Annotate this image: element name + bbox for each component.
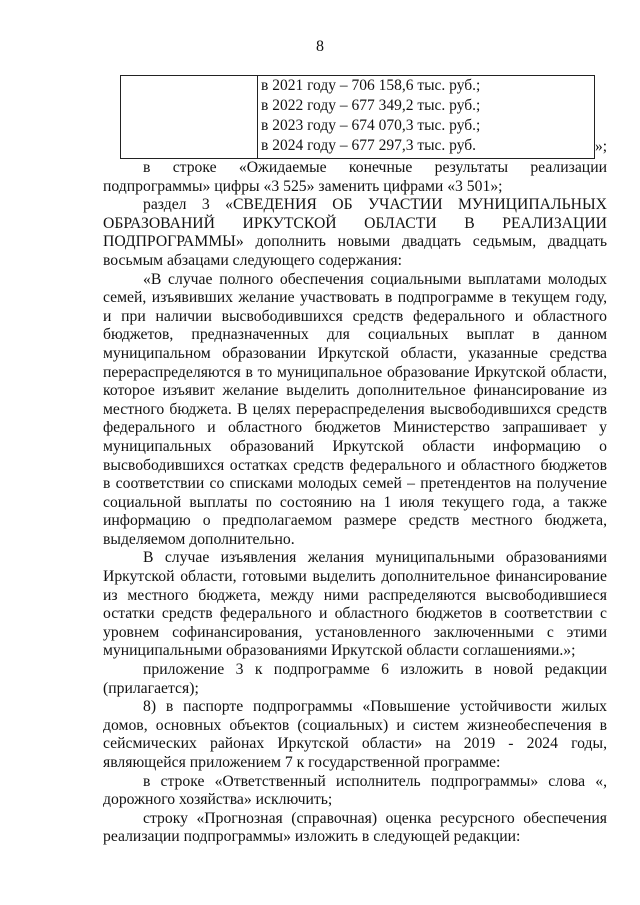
table-closing-mark: »; [595,138,608,155]
paragraph-item-8: 8) в паспорте подпрограммы «Повышение устойчивости жилых домов, основных объектов (социальных) и систем жизнеобеспечения в сейсмических районах Иркутской области» на 2019 - 2024 годы, являющейся приложением 7 к государственной программе: [103,698,607,771]
budget-line-2023: в 2023 году – 674 070,3 тыс. руб.; [261,117,481,134]
paragraph-quote-cofinancing: В случае изъявления желания муниципальными образованиями Иркутской области, готовыми выделить дополнительное финансирование из местного бюджета, между ними распределяются высвободившиеся остатки средств федерального и областного бюджетов в соответствии с уровнем софинансирования, установленного заключенными с этими муниципальными образованиями Иркутской области соглашениями.»; [103,549,607,660]
paragraph-forecast-estimate: строку «Прогнозная (справочная) оценка ресурсного обеспечения реализации подпрограммы» изложить в следующей редакции: [103,809,607,846]
budget-line-2021: в 2021 году – 706 158,6 тыс. руб.; [261,77,481,94]
budget-line-2024: в 2024 году – 677 297,3 тыс. руб. [261,137,477,154]
document-body [103,159,607,847]
budget-table-values-cell [258,76,595,159]
budget-table [120,75,595,159]
paragraph-expected-results: в строке «Ожидаемые конечные результаты реализации подпрограммы» цифры «3 525» заменить цифрами «3 501»; [103,159,607,195]
page-number: 8 [316,38,324,55]
budget-table-empty-cell [121,76,258,159]
budget-line-2022: в 2022 году – 677 349,2 тыс. руб.; [261,97,481,114]
paragraph-quote-redistribution: «В случае полного обеспечения социальными выплатами молодых семей, изъявивших желание участвовать в подпрограмме в текущем году, и при наличии высвободившихся средств федерального и областного бюджетов, предназначенных для социальных выплат в данном муниципальном образовании Иркутской области, указанные средства перераспределяются в то муниципальное образование Иркутской области, которое изъявит желание выделить дополнительное финансирование из местного бюджета. В целях перераспределения высвободившихся средств федерального и областного бюджетов Министерство запрашивает у муниципальных образований Иркутской области информацию о высвободившихся остатках средств федерального и областного бюджетов в соответствии со списками молодых семей – претендентов на получение социальной выплаты по состоянию на 1 июля текущего года, а также информацию о предполагаемом размере средств местного бюджета, выделяемом дополнительно. [103,270,607,548]
paragraph-appendix-3: приложение 3 к подпрограмме 6 изложить в новой редакции (прилагается); [103,661,607,697]
paragraph-responsible-executor: в строке «Ответственный исполнитель подпрограммы» слова «, дорожного хозяйства» исключить; [103,772,607,809]
paragraph-section-3: раздел 3 «СВЕДЕНИЯ ОБ УЧАСТИИ МУНИЦИПАЛЬНЫХ ОБРАЗОВАНИЙ ИРКУТСКОЙ ОБЛАСТИ В РЕАЛИЗАЦИИ ПОДПРОГРАММЫ» дополнить новыми двадцать седьмым, двадцать восьмым абзацами следующего содержания: [103,196,607,269]
